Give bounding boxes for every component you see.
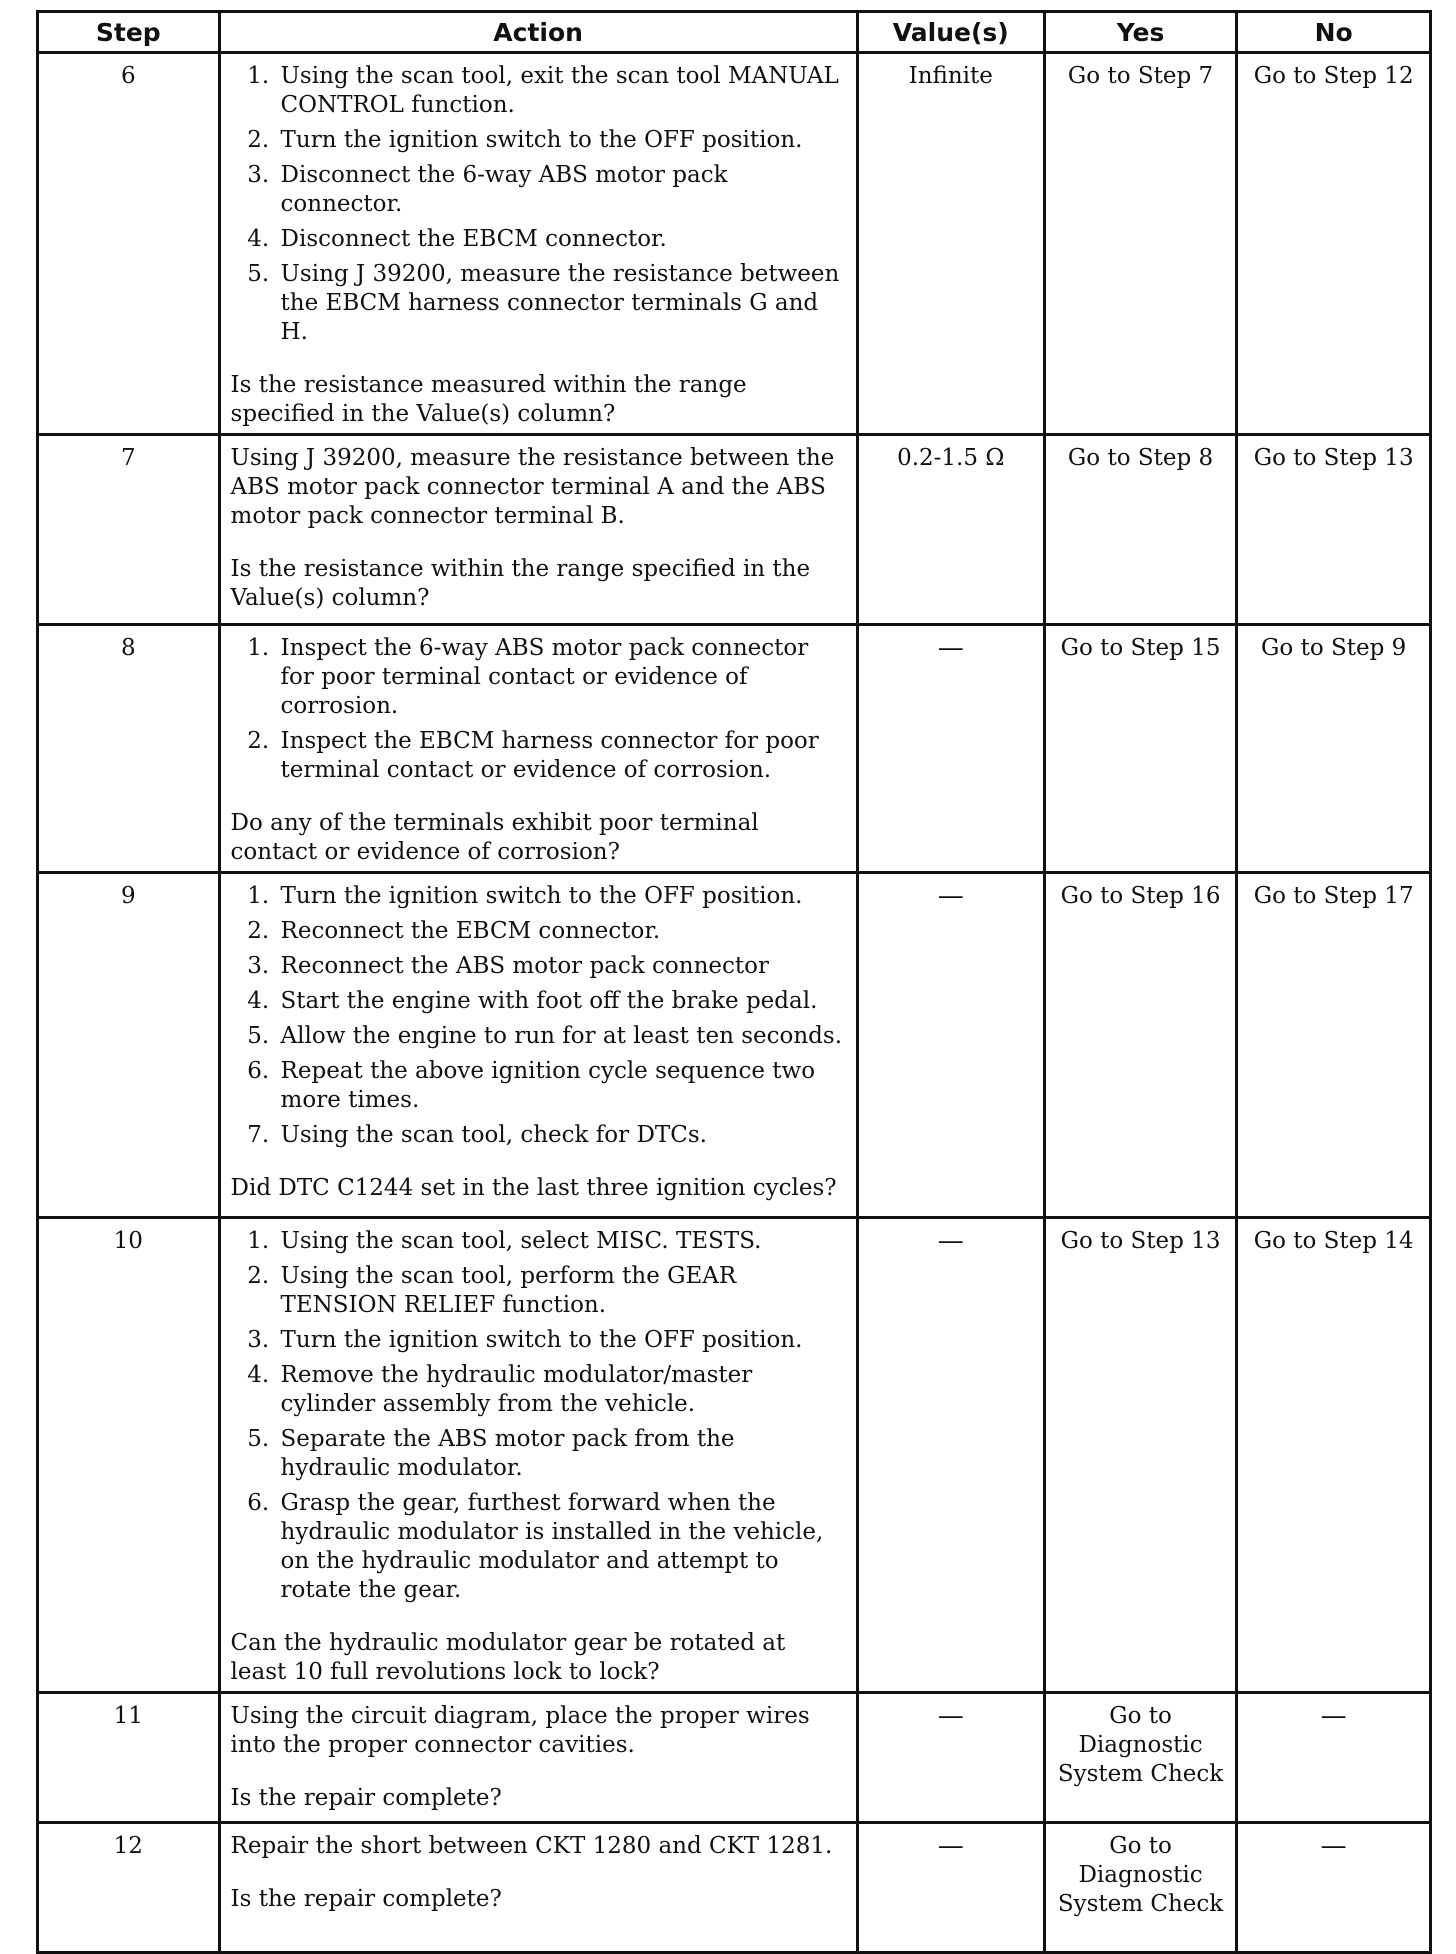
header-step: Step — [38, 12, 220, 53]
step-number: 8 — [38, 625, 220, 873]
action-step: 6. Repeat the above ignition cycle sequence two more times. — [277, 1057, 846, 1115]
table-row — [38, 625, 1431, 873]
action-text: Using the circuit diagram, place the proper wires into the proper connector cavities. — [230, 1703, 810, 1758]
action-steps — [231, 1227, 846, 1605]
yes-cell: Go to Diagnostic System Check — [1044, 1823, 1237, 1953]
action-question: Is the resistance measured within the range specified in the Value(s) column? — [230, 372, 747, 427]
header-row — [38, 12, 1431, 53]
action-cell — [219, 625, 857, 873]
action-step: 2. Reconnect the EBCM connector. — [277, 917, 846, 946]
action-step: 5. Using J 39200, measure the resistance between the EBCM harness connector terminals G and H. — [277, 260, 846, 347]
yes-cell: Go to Step 13 — [1044, 1218, 1237, 1693]
table-row — [38, 435, 1431, 625]
value-cell: — — [857, 1218, 1044, 1693]
action-cell — [219, 53, 857, 435]
action-steps — [231, 634, 846, 785]
action-step: 4. Start the engine with foot off the brake pedal. — [277, 987, 846, 1016]
header-yes: Yes — [1044, 12, 1237, 53]
no-cell: — — [1237, 1693, 1431, 1823]
no-cell: — — [1237, 1823, 1431, 1953]
step-number: 11 — [38, 1693, 220, 1823]
value-cell: — — [857, 1693, 1044, 1823]
no-cell: Go to Step 14 — [1237, 1218, 1431, 1693]
action-step: 3. Reconnect the ABS motor pack connector — [277, 952, 846, 981]
diagnostic-table-page — [36, 10, 1432, 1954]
table-row — [38, 873, 1431, 1218]
step-number: 12 — [38, 1823, 220, 1953]
action-question: Can the hydraulic modulator gear be rotated at least 10 full revolutions lock to lock? — [230, 1630, 786, 1685]
action-step: 6. Grasp the gear, furthest forward when the hydraulic modulator is installed in the vehicle, on the hydraulic modulator and attempt to rotate the gear. — [277, 1489, 846, 1605]
action-cell — [219, 435, 857, 625]
action-step: 3. Turn the ignition switch to the OFF position. — [277, 1326, 846, 1355]
step-number: 6 — [38, 53, 220, 435]
action-step: 2. Inspect the EBCM harness connector for poor terminal contact or evidence of corrosion. — [277, 727, 846, 785]
yes-cell: Go to Diagnostic System Check — [1044, 1693, 1237, 1823]
value-cell: 0.2-1.5 Ω — [857, 435, 1044, 625]
no-cell: Go to Step 17 — [1237, 873, 1431, 1218]
action-cell — [219, 1823, 857, 1953]
action-question: Is the resistance within the range specified in the Value(s) column? — [230, 556, 811, 611]
action-question: Is the repair complete? — [230, 1785, 502, 1811]
action-question: Is the repair complete? — [230, 1886, 502, 1912]
header-action: Action — [219, 12, 857, 53]
yes-cell: Go to Step 15 — [1044, 625, 1237, 873]
no-cell: Go to Step 12 — [1237, 53, 1431, 435]
action-step: 2. Turn the ignition switch to the OFF position. — [277, 126, 846, 155]
no-cell: Go to Step 13 — [1237, 435, 1431, 625]
value-cell: — — [857, 1823, 1044, 1953]
table-row — [38, 1218, 1431, 1693]
yes-cell: Go to Step 7 — [1044, 53, 1237, 435]
action-cell — [219, 873, 857, 1218]
action-step: 1. Using the scan tool, select MISC. TESTS. — [277, 1227, 846, 1256]
action-text: Using J 39200, measure the resistance between the ABS motor pack connector terminal A and the ABS motor pack connector terminal B. — [230, 445, 835, 529]
step-number: 9 — [38, 873, 220, 1218]
yes-cell: Go to Step 16 — [1044, 873, 1237, 1218]
action-step: 4. Disconnect the EBCM connector. — [277, 225, 846, 254]
action-question: Did DTC C1244 set in the last three ignition cycles? — [230, 1175, 837, 1201]
action-step: 2. Using the scan tool, perform the GEAR TENSION RELIEF function. — [277, 1262, 846, 1320]
value-cell: — — [857, 873, 1044, 1218]
action-text: Repair the short between CKT 1280 and CKT 1281. — [230, 1833, 833, 1859]
step-number: 10 — [38, 1218, 220, 1693]
yes-cell: Go to Step 8 — [1044, 435, 1237, 625]
action-step: 5. Separate the ABS motor pack from the hydraulic modulator. — [277, 1425, 846, 1483]
no-cell: Go to Step 9 — [1237, 625, 1431, 873]
action-step: 1. Turn the ignition switch to the OFF position. — [277, 882, 846, 911]
action-question: Do any of the terminals exhibit poor terminal contact or evidence of corrosion? — [230, 810, 759, 865]
action-step: 5. Allow the engine to run for at least ten seconds. — [277, 1022, 846, 1051]
action-cell — [219, 1218, 857, 1693]
action-step: 1. Inspect the 6-way ABS motor pack connector for poor terminal contact or evidence of corrosion. — [277, 634, 846, 721]
step-number: 7 — [38, 435, 220, 625]
action-step: 3. Disconnect the 6-way ABS motor pack connector. — [277, 161, 846, 219]
table-row — [38, 53, 1431, 435]
header-no: No — [1237, 12, 1431, 53]
diagnostic-table — [36, 10, 1432, 1954]
action-cell — [219, 1693, 857, 1823]
action-step: 1. Using the scan tool, exit the scan tool MANUAL CONTROL function. — [277, 62, 846, 120]
value-cell: Infinite — [857, 53, 1044, 435]
action-steps — [231, 62, 846, 347]
header-values: Value(s) — [857, 12, 1044, 53]
value-cell: — — [857, 625, 1044, 873]
table-row — [38, 1823, 1431, 1953]
table-row — [38, 1693, 1431, 1823]
action-step: 7. Using the scan tool, check for DTCs. — [277, 1121, 846, 1150]
action-steps — [231, 882, 846, 1150]
action-step: 4. Remove the hydraulic modulator/master cylinder assembly from the vehicle. — [277, 1361, 846, 1419]
